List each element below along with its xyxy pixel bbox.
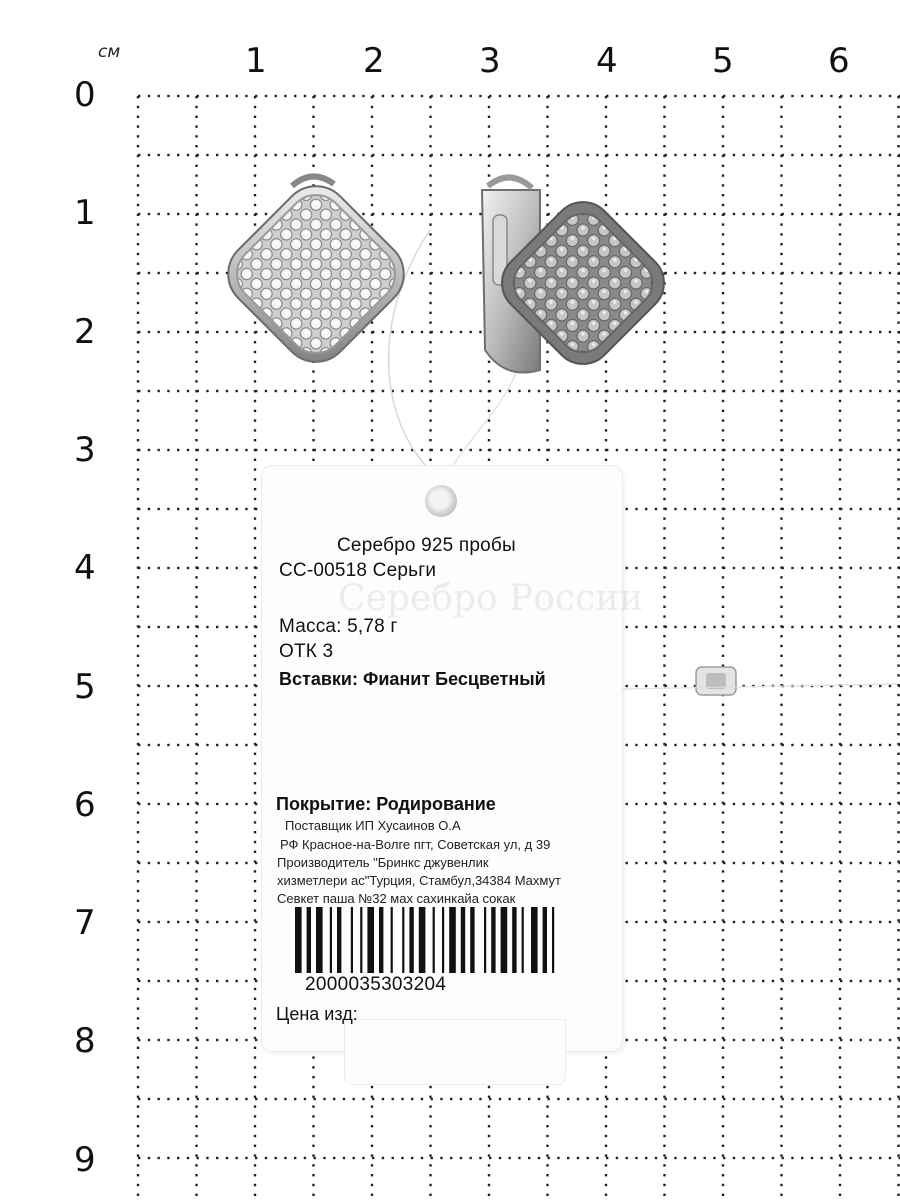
earring-stopper <box>696 667 736 695</box>
tag-hole <box>425 485 457 517</box>
y-axis-label: 6 <box>74 784 96 825</box>
tag-supplier-line-4: хизметлери ас"Турция, Стамбул,34384 Махмут <box>277 873 561 888</box>
y-axis-label: 1 <box>74 193 96 234</box>
tag-supplier-line-3: Производитель "Бринкс джувенлик <box>277 855 489 870</box>
barcode <box>295 907 590 975</box>
tag-price-label: Цена изд: <box>276 1004 358 1024</box>
tag-mass: Масса: 5,78 г <box>279 616 398 637</box>
y-axis-label: 0 <box>74 75 96 115</box>
x-axis-label: 6 <box>828 41 850 81</box>
tag-supplier-line-2: РФ Красное-на-Волге пгт, Советская ул, д 39 <box>280 837 551 852</box>
x-axis-label: 4 <box>596 41 618 81</box>
tag-article: СС-00518 Серьги <box>279 560 437 581</box>
tag-supplier-line-5: Севкет паша №32 мах сахинкайа сокак <box>277 891 516 906</box>
tag-otk: ОТК 3 <box>279 641 334 662</box>
x-axis-label: 3 <box>479 41 501 81</box>
barcode-number: 2000035303204 <box>305 974 447 995</box>
price-tag-tab <box>345 1020 565 1084</box>
left-earring <box>214 172 418 376</box>
tag-supplier-line-1: Поставщик ИП Хусаинов О.А <box>285 818 461 833</box>
x-axis-label: 1 <box>245 41 267 81</box>
tag-watermark: Серебро России <box>338 578 644 619</box>
tag-inserts: Вставки: Фианит Бесцветный <box>279 669 546 689</box>
y-axis-label: 5 <box>74 666 96 707</box>
y-axis-label: 7 <box>74 903 96 944</box>
right-earring <box>482 177 676 376</box>
y-axis-label: 3 <box>74 429 96 470</box>
y-axis-label: 8 <box>74 1021 96 1062</box>
left-earring-clasp <box>292 176 334 186</box>
x-axis-label: 5 <box>712 41 734 81</box>
tag-coating: Покрытие: Родирование <box>276 794 496 814</box>
y-axis-label: 4 <box>74 548 96 589</box>
tag-silver-grade: Серебро 925 пробы <box>337 535 516 556</box>
y-axis-label: 9 <box>74 1139 96 1180</box>
unit-label: см <box>98 42 121 62</box>
x-axis-label: 2 <box>363 41 385 81</box>
y-axis-label: 2 <box>74 311 96 352</box>
